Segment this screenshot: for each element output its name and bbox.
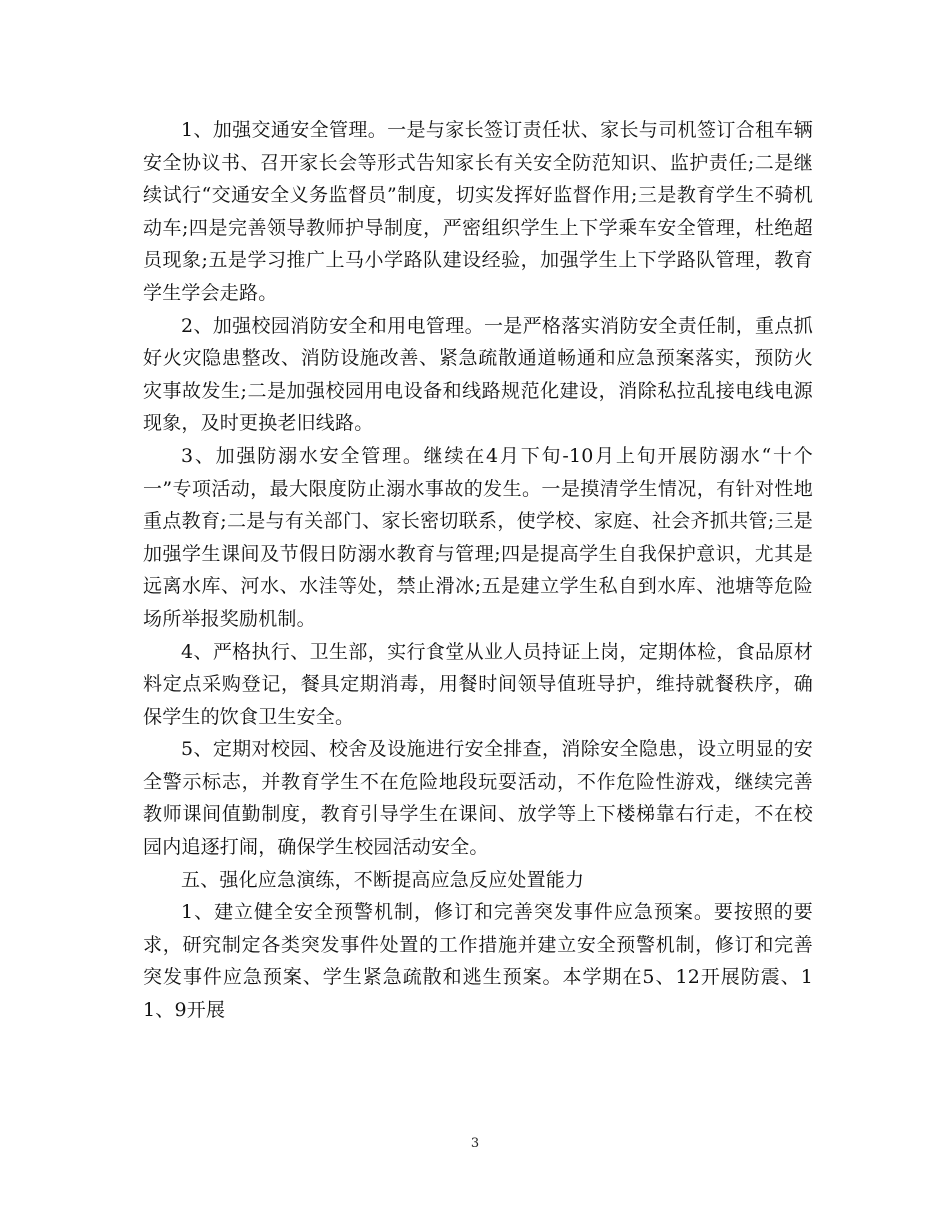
- document-body: [143, 114, 813, 1027]
- paragraph-fire-electric-safety: 2、加强校园消防安全和用电管理。一是严格落实消防安全责任制，重点抓好火灾隐患整改、消防设施改善、紧急疏散通道畅通和应急预案落实，预防火灾事故发生;二是加强校园用电设备和线路规范化建设，消除私拉乱接电线电源现象，及时更换老旧线路。: [143, 314, 813, 435]
- paragraph-drowning-prevention: 3、加强防溺水安全管理。继续在4月下旬-10月上旬开展防溺水“十个一”专项活动，最大限度防止溺水事故的发生。一是摸清学生情况，有针对性地重点教育;二是与有关部门、家长密切联系，使学校、家庭、社会齐抓共管;三是加强学生课间及节假日防溺水教育与管理;四是提高学生自我保护意识，尤其是远离水库、河水、水洼等处，禁止滑冰;五是建立学生私自到水库、池塘等危险场所举报奖励机制。: [143, 444, 813, 630]
- paragraph-traffic-safety: 1、加强交通安全管理。一是与家长签订责任状、家长与司机签订合租车辆安全协议书、召开家长会等形式告知家长有关安全防范知识、监护责任;二是继续试行“交通安全义务监督员”制度，切实发挥好监督作用;三是教育学生不骑机动车;四是完善领导教师护导制度，严密组织学生上下学乘车安全管理，杜绝超员现象;五是学习推广上马小学路队建设经验，加强学生上下学路队管理，教育学生学会走路。: [143, 119, 813, 304]
- paragraph-early-warning: 1、建立健全安全预警机制，修订和完善突发事件应急预案。要按照的要求，研究制定各类突发事件处置的工作措施并建立安全预警机制，修订和完善突发事件应急预案、学生紧急疏散和逃生预案。本学期在5、12开展防震、11、9开展: [143, 901, 813, 1022]
- paragraph-food-hygiene: 4、严格执行、卫生部，实行食堂从业人员持证上岗，定期体检，食品原材料定点采购登记，餐具定期消毒，用餐时间领导值班导护，维持就餐秩序，确保学生的饮食卫生安全。: [143, 640, 813, 728]
- page-number: 3: [470, 1136, 480, 1151]
- paragraph-campus-inspection: 5、定期对校园、校舍及设施进行安全排查，消除安全隐患，设立明显的安全警示标志，并教育学生不在危险地段玩耍活动，不作危险性游戏，继续完善教师课间值勤制度，教育引导学生在课间、放学等上下楼梯靠右行走，不在校园内追逐打闹，确保学生校园活动安全。: [143, 738, 813, 859]
- section-heading-emergency-drills: 五、强化应急演练，不断提高应急反应处置能力: [181, 868, 585, 891]
